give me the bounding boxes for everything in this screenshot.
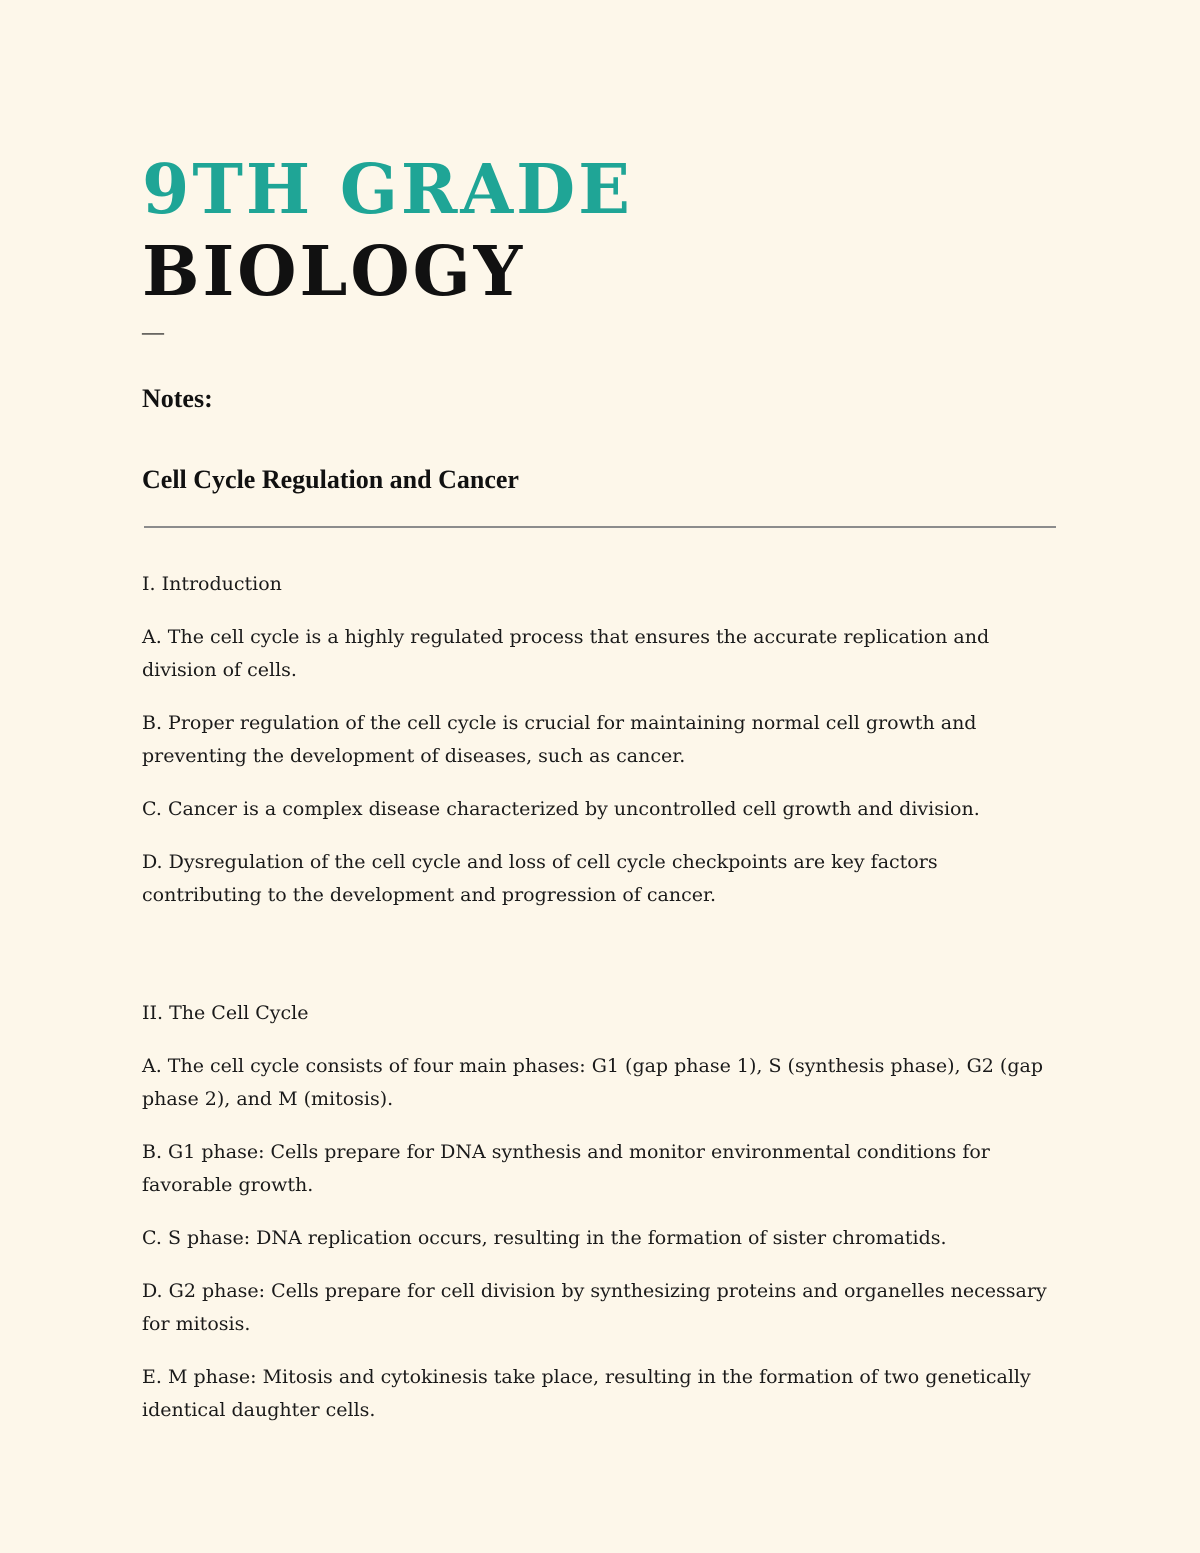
notes-label: Notes:: [142, 384, 213, 413]
list-item: A. The cell cycle consists of four main phases: G1 (gap phase 1), S (synthesis phase), G2 (gap phase 2), and M (mitosis).: [142, 1055, 1043, 1110]
section-introduction: [142, 568, 1060, 912]
list-item: A. The cell cycle is a highly regulated process that ensures the accurate replication and division of cells.: [142, 626, 990, 681]
list-item: B. G1 phase: Cells prepare for DNA synthesis and monitor environmental conditions for favorable growth.: [142, 1141, 990, 1196]
list-item: B. Proper regulation of the cell cycle is crucial for maintaining normal cell growth and preventing the development of diseases, such as cancer.: [142, 712, 977, 767]
document-page: [142, 150, 1060, 1427]
list-item: D. G2 phase: Cells prepare for cell division by synthesizing proteins and organelles necessary for mitosis.: [142, 1280, 1047, 1335]
list-item: D. Dysregulation of the cell cycle and loss of cell cycle checkpoints are key factors contributing to the development and progression of cancer.: [142, 851, 938, 906]
document-title-subject: BIOLOGY: [142, 232, 526, 312]
document-subtitle: Cell Cycle Regulation and Cancer: [142, 465, 519, 494]
list-item: E. M phase: Mitosis and cytokinesis take place, resulting in the formation of two genetically identical daughter cells.: [142, 1366, 1031, 1421]
section-heading: I. Introduction: [142, 573, 282, 595]
horizontal-divider: [144, 526, 1056, 528]
section-heading: II. The Cell Cycle: [142, 1002, 309, 1024]
list-item: C. S phase: DNA replication occurs, resulting in the formation of sister chromatids.: [142, 1227, 947, 1249]
section-cell-cycle: [142, 997, 1060, 1427]
title-dash: —: [142, 319, 164, 344]
document-title-grade: 9TH GRADE: [142, 150, 633, 230]
list-item: C. Cancer is a complex disease characterized by uncontrolled cell growth and division.: [142, 798, 980, 820]
